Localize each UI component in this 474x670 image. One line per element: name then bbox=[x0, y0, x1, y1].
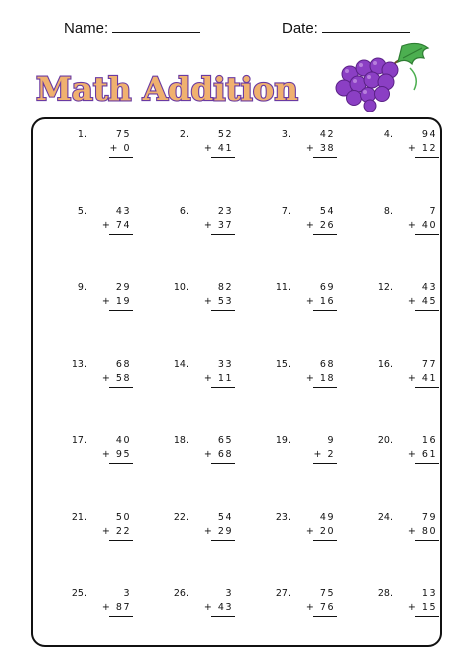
problem-number: 15. bbox=[275, 358, 291, 370]
sum-line bbox=[415, 387, 439, 388]
date-blank-line[interactable] bbox=[322, 18, 410, 33]
addend-bottom: + 16 bbox=[305, 296, 335, 307]
sum-line bbox=[211, 540, 235, 541]
grapes-icon bbox=[324, 38, 436, 112]
sum-line bbox=[313, 157, 337, 158]
addend-top: 29 bbox=[115, 282, 131, 293]
sum-line bbox=[109, 463, 133, 464]
problem-number: 6. bbox=[179, 205, 189, 217]
addend-bottom: + 80 bbox=[407, 525, 437, 537]
addend-bottom: + 19 bbox=[101, 296, 131, 307]
addend-top: 77 bbox=[421, 358, 437, 370]
problem-number: 22. bbox=[173, 511, 189, 523]
problem-number: 1. bbox=[77, 129, 87, 140]
problem-number: 20. bbox=[377, 435, 393, 446]
problems-panel bbox=[31, 117, 442, 647]
problem-number: 12. bbox=[377, 282, 393, 293]
problem-number: 7. bbox=[281, 205, 291, 217]
addition-problem bbox=[265, 511, 345, 547]
worksheet-title bbox=[34, 62, 334, 112]
addition-problem bbox=[367, 358, 447, 394]
addition-problem bbox=[163, 434, 243, 470]
addition-problem bbox=[61, 434, 141, 470]
sum-line bbox=[313, 387, 337, 388]
addend-top: 40 bbox=[115, 435, 131, 446]
addition-problem bbox=[61, 281, 141, 317]
addend-top: 65 bbox=[217, 435, 233, 446]
addend-top: 68 bbox=[319, 358, 335, 370]
addition-problem bbox=[61, 358, 141, 394]
addition-problem bbox=[367, 281, 447, 317]
title-graphic bbox=[34, 62, 334, 112]
problem-number: 19. bbox=[275, 435, 291, 446]
addition-problem bbox=[367, 511, 447, 547]
addend-top: 69 bbox=[319, 282, 335, 293]
addend-bottom: + 43 bbox=[203, 602, 233, 613]
problem-number: 28. bbox=[377, 588, 393, 599]
name-blank-line[interactable] bbox=[112, 18, 200, 33]
sum-line bbox=[109, 310, 133, 311]
addend-bottom: + 76 bbox=[305, 602, 335, 613]
problem-number: 21. bbox=[71, 511, 87, 523]
addend-top: 23 bbox=[217, 205, 233, 217]
sum-line bbox=[109, 540, 133, 541]
problem-number: 3. bbox=[281, 129, 291, 140]
addend-bottom: + 74 bbox=[101, 219, 131, 231]
addend-top: 3 bbox=[225, 588, 233, 599]
addition-problem bbox=[367, 434, 447, 470]
addend-top: 33 bbox=[217, 358, 233, 370]
sum-line bbox=[415, 540, 439, 541]
sum-line bbox=[313, 616, 337, 617]
name-field[interactable] bbox=[64, 18, 200, 37]
addend-bottom: + 41 bbox=[203, 143, 233, 154]
sum-line bbox=[211, 463, 235, 464]
sum-line bbox=[313, 540, 337, 541]
addend-bottom: + 26 bbox=[305, 219, 335, 231]
sum-line bbox=[415, 310, 439, 311]
date-field[interactable] bbox=[282, 18, 410, 37]
addend-bottom: + 20 bbox=[305, 525, 335, 537]
addition-problem bbox=[163, 128, 243, 164]
addend-bottom: + 53 bbox=[203, 296, 233, 307]
addend-top: 82 bbox=[217, 282, 233, 293]
sum-line bbox=[211, 310, 235, 311]
addition-problem bbox=[61, 587, 141, 623]
sum-line bbox=[211, 387, 235, 388]
addend-bottom: + 45 bbox=[407, 296, 437, 307]
addition-problem bbox=[265, 587, 345, 623]
problem-number: 14. bbox=[173, 358, 189, 370]
addition-problem bbox=[163, 587, 243, 623]
addend-top: 79 bbox=[421, 511, 437, 523]
addend-bottom: + 29 bbox=[203, 525, 233, 537]
sum-line bbox=[211, 234, 235, 235]
addition-problem bbox=[163, 358, 243, 394]
problem-number: 8. bbox=[383, 205, 393, 217]
sum-line bbox=[109, 234, 133, 235]
addend-bottom: + 22 bbox=[101, 525, 131, 537]
problem-number: 25. bbox=[71, 588, 87, 599]
addend-bottom: + 11 bbox=[203, 372, 233, 384]
addition-problem bbox=[163, 511, 243, 547]
problem-number: 18. bbox=[173, 435, 189, 446]
addend-bottom: + 68 bbox=[203, 449, 233, 460]
problem-number: 13. bbox=[71, 358, 87, 370]
addend-bottom: + 18 bbox=[305, 372, 335, 384]
addend-bottom: + 41 bbox=[407, 372, 437, 384]
sum-line bbox=[211, 616, 235, 617]
addend-top: 52 bbox=[217, 129, 233, 140]
problem-number: 27. bbox=[275, 588, 291, 599]
addend-top: 43 bbox=[421, 282, 437, 293]
date-label: Date: bbox=[282, 20, 318, 37]
addend-bottom: + 38 bbox=[305, 143, 335, 154]
name-label: Name: bbox=[64, 20, 109, 37]
problem-number: 23. bbox=[275, 511, 291, 523]
problem-number: 4. bbox=[383, 129, 393, 140]
problem-number: 26. bbox=[173, 588, 189, 599]
addend-top: 54 bbox=[319, 205, 335, 217]
addition-problem bbox=[367, 128, 447, 164]
addition-problem bbox=[367, 587, 447, 623]
addend-top: 50 bbox=[115, 511, 131, 523]
sum-line bbox=[415, 463, 439, 464]
addend-bottom: + 15 bbox=[407, 602, 437, 613]
addend-bottom: + 61 bbox=[407, 449, 437, 460]
problem-number: 10. bbox=[173, 282, 189, 293]
sum-line bbox=[415, 157, 439, 158]
addition-problem bbox=[265, 434, 345, 470]
addend-top: 42 bbox=[319, 129, 335, 140]
addition-problem bbox=[265, 358, 345, 394]
addend-top: 7 bbox=[429, 205, 437, 217]
addend-bottom: + 40 bbox=[407, 219, 437, 231]
addend-top: 75 bbox=[115, 129, 131, 140]
problem-number: 24. bbox=[377, 511, 393, 523]
sum-line bbox=[415, 616, 439, 617]
addition-problem bbox=[61, 205, 141, 241]
addend-bottom: + 12 bbox=[407, 143, 437, 154]
problem-number: 9. bbox=[77, 282, 87, 293]
addend-top: 43 bbox=[115, 205, 131, 217]
addend-bottom: + 95 bbox=[101, 449, 131, 460]
problem-number: 17. bbox=[71, 435, 87, 446]
addend-top: 9 bbox=[327, 435, 335, 446]
sum-line bbox=[313, 234, 337, 235]
addend-top: 3 bbox=[123, 588, 131, 599]
addend-bottom: + 87 bbox=[101, 602, 131, 613]
addition-problem bbox=[265, 205, 345, 241]
problem-number: 11. bbox=[275, 282, 291, 293]
sum-line bbox=[313, 463, 337, 464]
addend-top: 49 bbox=[319, 511, 335, 523]
problem-number: 5. bbox=[77, 205, 87, 217]
addend-bottom: + 2 bbox=[313, 449, 335, 460]
addend-bottom: + 37 bbox=[203, 219, 233, 231]
addend-top: 16 bbox=[421, 435, 437, 446]
addend-top: 75 bbox=[319, 588, 335, 599]
title-text: Math Addition bbox=[36, 70, 298, 108]
sum-line bbox=[313, 310, 337, 311]
addend-top: 54 bbox=[217, 511, 233, 523]
addend-top: 94 bbox=[421, 129, 437, 140]
sum-line bbox=[109, 157, 133, 158]
addition-problem bbox=[163, 281, 243, 317]
addition-problem bbox=[265, 128, 345, 164]
problem-number: 16. bbox=[377, 358, 393, 370]
sum-line bbox=[109, 387, 133, 388]
problem-number: 2. bbox=[179, 129, 189, 140]
addition-problem bbox=[367, 205, 447, 241]
addition-problem bbox=[61, 511, 141, 547]
sum-line bbox=[109, 616, 133, 617]
addend-top: 68 bbox=[115, 358, 131, 370]
sum-line bbox=[211, 157, 235, 158]
sum-line bbox=[415, 234, 439, 235]
addition-problem bbox=[265, 281, 345, 317]
addition-problem bbox=[163, 205, 243, 241]
grapes-illustration bbox=[324, 38, 436, 112]
addend-bottom: + 0 bbox=[109, 143, 131, 154]
addend-top: 13 bbox=[421, 588, 437, 599]
addition-problem bbox=[61, 128, 141, 164]
addend-bottom: + 58 bbox=[101, 372, 131, 384]
